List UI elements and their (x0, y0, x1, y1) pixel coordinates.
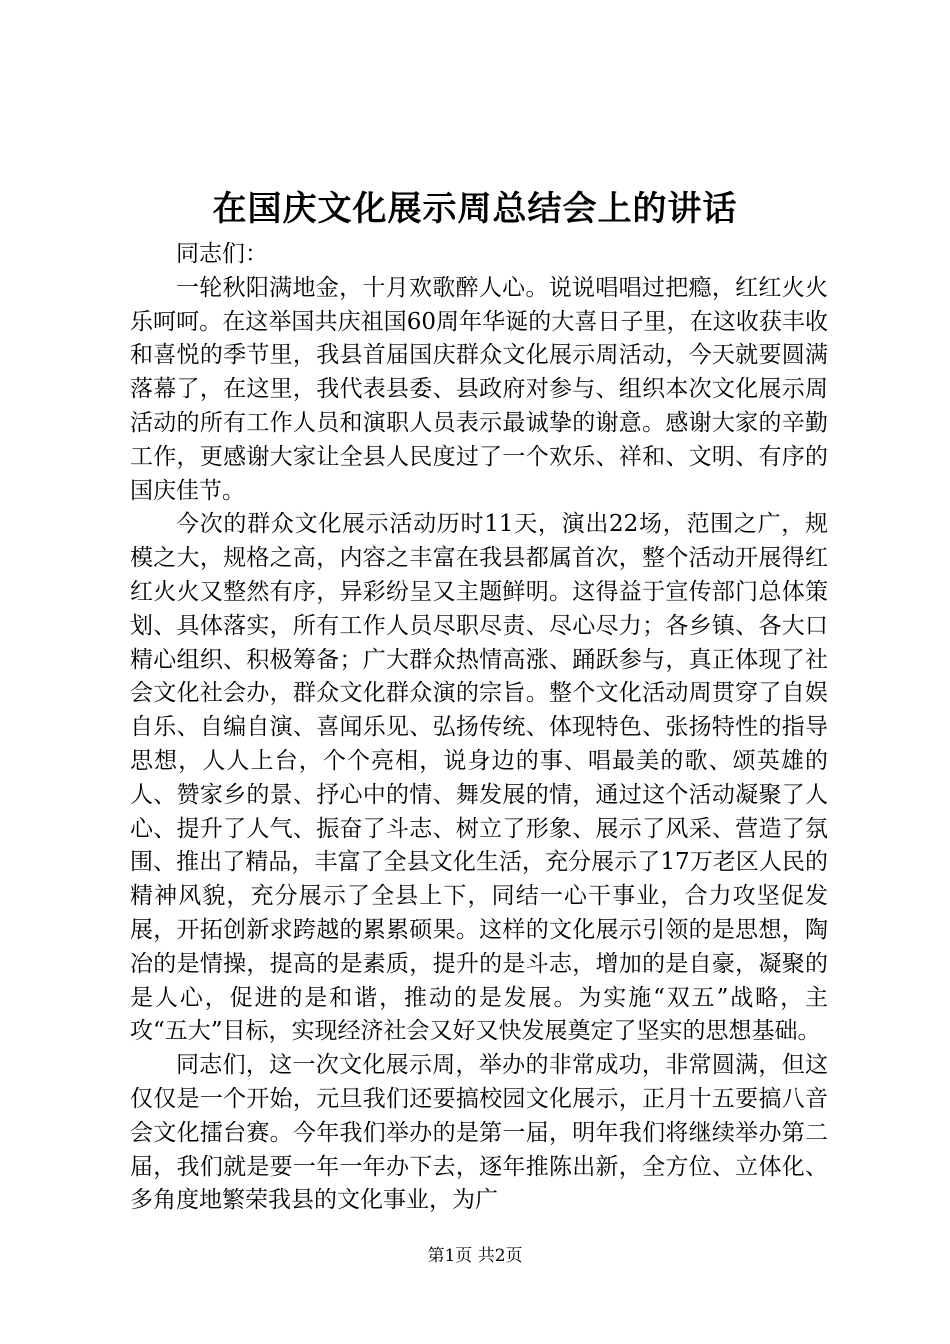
page-footer: 第1页 共2页 (427, 1246, 523, 1266)
speech-body (130, 238, 828, 1218)
salutation: 同志们： (176, 241, 268, 267)
paragraph-2: 今次的群众文化展示活动历时11天，演出22场，范围之广，规模之大，规格之高，内容之丰富在我县都属首次，整个活动开展得红红火火又整然有序，异彩纷呈又主题鲜明。这得益于宣传部门总体策划、具体落实，所有工作人员尽职尽责、尽心尽力；各乡镇、各大口精心组织、积极筹备；广大群众热情高涨、踊跃参与，真正体现了社会文化社会办，群众文化群众演的宗旨。整个文化活动周贯穿了自娱自乐、自编自演、喜闻乐见、弘扬传统、体现特色、张扬特性的指导思想，人人上台，个个亮相，说身边的事、唱最美的歌、颂英雄的人、赞家乡的景、抒心中的情、舞发展的情，通过这个活动凝聚了人心、提升了人气、振奋了斗志、树立了形象、展示了风采、营造了氛围、推出了精品，丰富了全县文化生活，充分展示了17万老区人民的精神风貌，充分展示了全县上下，同结一心干事业，合力攻坚促发展，开拓创新求跨越的累累硕果。这样的文化展示引领的是思想，陶冶的是情操，提高的是素质，提升的是斗志，增加的是自豪，凝聚的是人心，促进的是和谐，推动的是发展。为实施“双五”战略，主攻“五大”目标，实现经济社会又好又快发展奠定了坚实的思想基础。 (130, 511, 828, 1045)
page-title: 在国庆文化展示周总结会上的讲话 (212, 189, 738, 229)
paragraph-3: 同志们，这一次文化展示周，举办的非常成功，非常圆满，但这仅仅是一个开始，元旦我们还要搞校园文化展示，正月十五要搞八音会文化擂台赛。今年我们举办的是第一届，明年我们将继续举办第二届，我们就是要一年一年办下去，逐年推陈出新，全方位、立体化、多角度地繁荣我县的文化事业，为广 (130, 1052, 828, 1214)
paragraph-1: 一轮秋阳满地金，十月欢歌醉人心。说说唱唱过把瘾，红红火火乐呵呵。在这举国共庆祖国60周年华诞的大喜日子里，在这收获丰收和喜悦的季节里，我县首届国庆群众文化展示周活动，今天就要圆满落幕了，在这里，我代表县委、县政府对参与、组织本次文化展示周活动的所有工作人员和演职人员表示最诚挚的谢意。感谢大家的辛勤工作，更感谢大家让全县人民度过了一个欢乐、祥和、文明、有序的国庆佳节。 (130, 274, 828, 504)
